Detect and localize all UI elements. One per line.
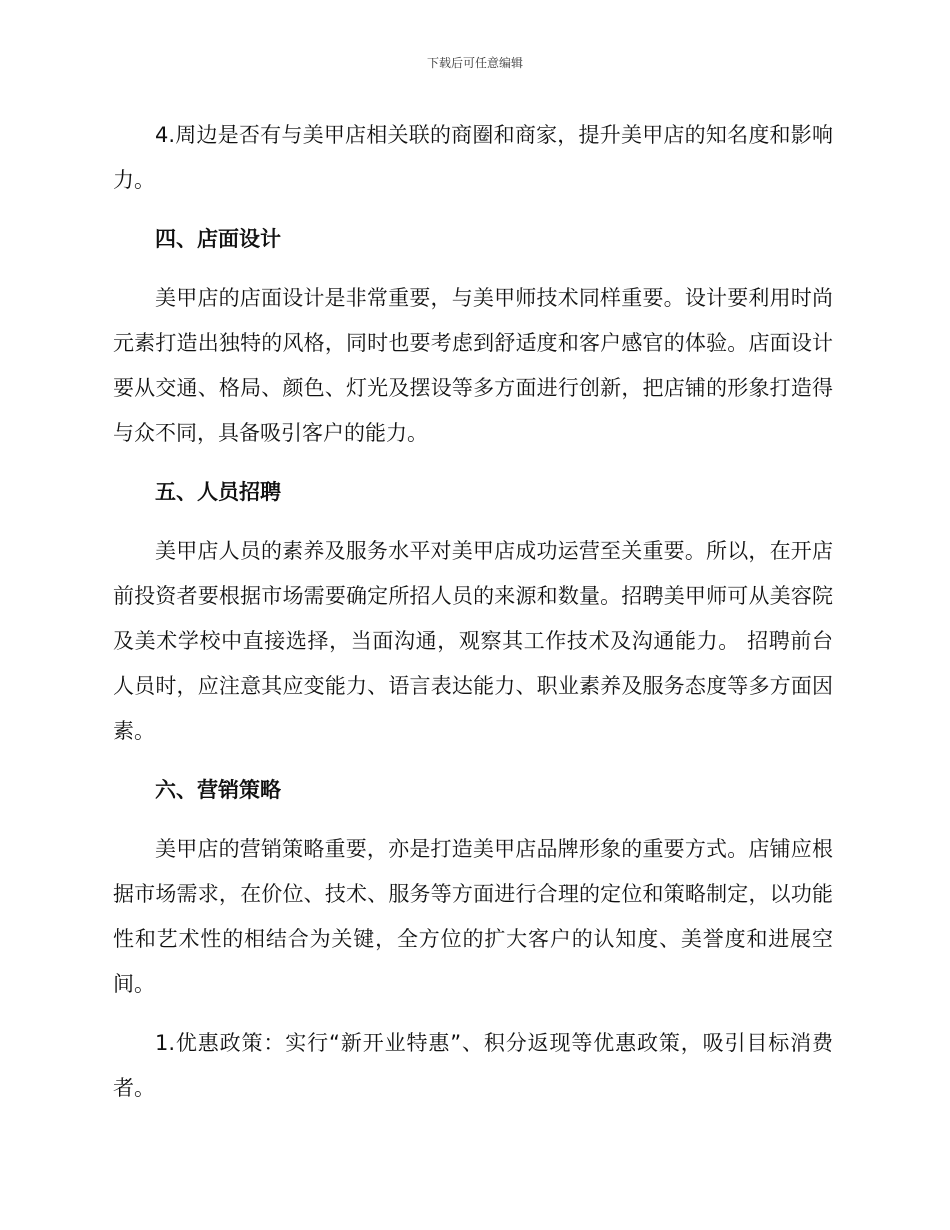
- section-heading-marketing: 六、营销策略: [155, 778, 281, 802]
- paragraph-marketing: 美甲店的营销策略重要，亦是打造美甲店品牌形象的重要方式。店铺应根据市场需求，在价位、技术、服务等方面进行合理的定位和策略制定，以功能性和艺术性的相结合为关键，全方位的扩大客户的认知度、美誉度和进展空间。: [113, 837, 833, 996]
- section-heading-storefront-design: 四、店面设计: [155, 227, 281, 251]
- paragraph-storefront-design: 美甲店的店面设计是非常重要，与美甲师技术同样重要。设计要利用时尚元素打造出独特的风格，同时也要考虑到舒适度和客户感官的体验。店面设计要从交通、格局、颜色、灯光及摆设等多方面进行创新，把店铺的形象打造得与众不同，具备吸引客户的能力。: [113, 286, 833, 445]
- header-note: 下载后可任意编辑: [426, 56, 523, 70]
- paragraph-discount-policy: 1.优惠政策：实行“新开业特惠”、积分返现等优惠政策，吸引目标消费者。: [113, 1031, 833, 1100]
- section-heading-recruitment: 五、人员招聘: [155, 480, 281, 504]
- paragraph-recruitment: 美甲店人员的素养及服务水平对美甲店成功运营至关重要。所以，在开店前投资者要根据市场需要确定所招人员的来源和数量。招聘美甲师可从美容院及美术学校中直接选择，当面沟通，观察其工作技术及沟通能力。 招聘前台人员时，应注意其应变能力、语言表达能力、职业素养及服务态度等多方面因素。: [113, 539, 833, 743]
- document-body: [113, 113, 833, 1111]
- paragraph-gap: [113, 1007, 833, 1021]
- paragraph-surroundings: 4.周边是否有与美甲店相关联的商圈和商家，提升美甲店的知名度和影响力。: [113, 123, 833, 192]
